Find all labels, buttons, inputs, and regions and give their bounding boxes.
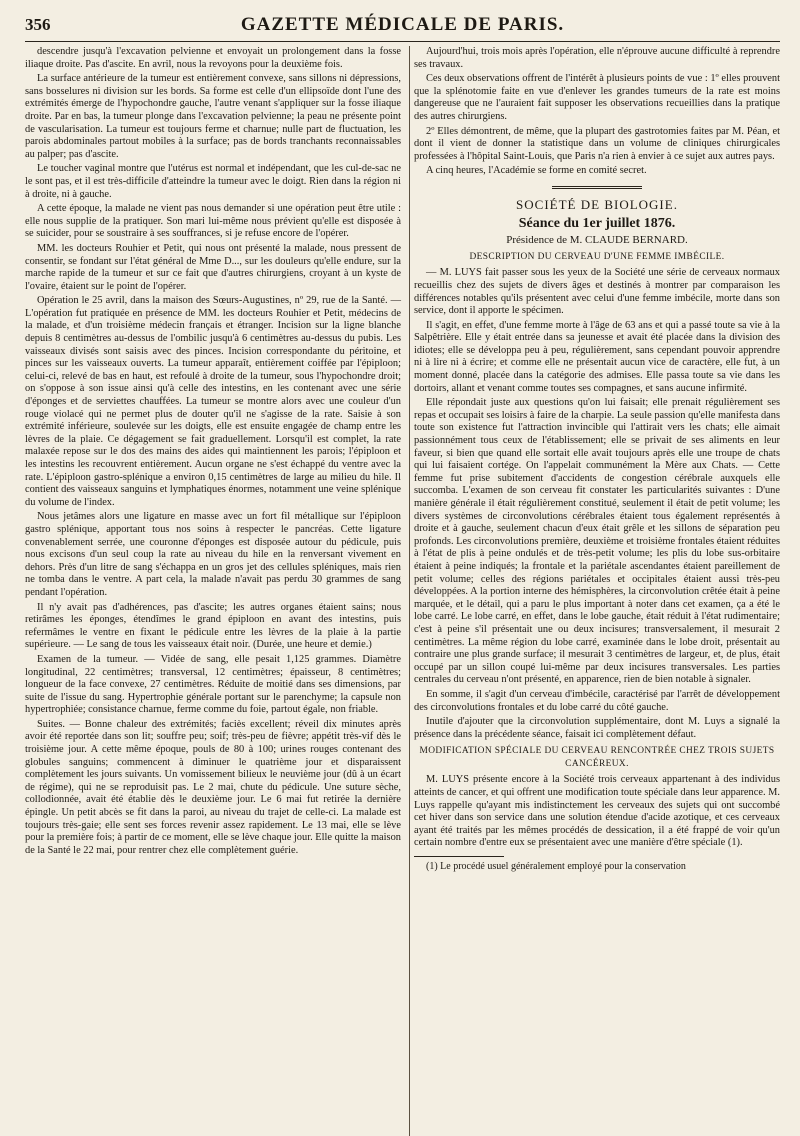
paragraph: — M. LUYS fait passer sous les yeux de la Société une série de cerveaux normaux recueillis chez des sujets de divers âges et destinés à montrer par comparaison les différences notables qu'ils présentent avec celui d'une femme imbécile, morte dans son service, dont il apporte le spécimen. (414, 267, 780, 317)
paragraph: Opération le 25 avril, dans la maison des Sœurs-Augustines, nº 29, rue de la Santé. — L'opération fut pratiquée en présence de MM. les docteurs Rouhier et Petit, médecins de la malade, et d'un troisième médecin français et étranger. Incision sur la ligne blanche depuis 8 centimètres au-dessus de l'ombilic jusqu'à 6 centimètres au-dessus du pubis. Les vaisseaux divisés sont saisis avec des pinces. Incision correspondante du péritoine, et pinces sur les vaisseaux ouverts. La tumeur apparaît, entièrement coiffée par l'épiploon; celui-ci, relevé de bas en haut, est refoulé à droite de la tumeur, sous l'hypochondre droit; on s'oppose à son issue ainsi qu'à celle des intestins, en les contenant avec une série d'éponges et de serviettes chauffées. La tumeur se montre alors avec une couleur d'un rouge violacé qui ne permet plus de douter qu'il ne s'agisse de la rate. Saisie à son extrémité inférieure, soulevée sur les doigts, elle est ensuite engagée de champ entre les lèvres de la plaie. Ce dégagement se fait graduellement. Lorsqu'il est complet, la rate malaxée repose sur le dos des mains des aides qui maintiennent les parois; l'épiploon et les intestins les recouvrent entièrement. Aucun organe ne s'est échappé du ventre avec la rate. L'épiploon gastro-splénique a environ 0,15 centimètres de large au milieu du hile. Il contient des vaisseaux sanguins et lymphatiques énormes, notamment une veine splénique du volume de l'index. (25, 295, 401, 508)
journal-title: GAZETTE MÉDICALE DE PARIS. (240, 14, 565, 35)
paragraph: M. LUYS présente encore à la Société trois cerveaux appartenant à des individus atteints de cancer, et qui offrent une modification toute spéciale dans leur apparence. M. Luys rappelle qu'ayant mis indistinctement les cerveaux des sujets qui ont succombé cet hiver dans son service dans une solution étendue d'acide azotique, et ces cerveaux ayant été traités par les mêmes procédés de dessication, il a été frappé de voir qu'un certain nombre d'entre eux se présentaient avec une manière d'être spéciale (1). (414, 774, 780, 849)
page-number: 356 (25, 15, 51, 34)
right-column (410, 46, 780, 1136)
footnote: (1) Le procédé usuel généralement employé pour la conservation (426, 861, 686, 873)
paragraph: Examen de la tumeur. — Vidée de sang, elle pesait 1,125 grammes. Diamètre longitudinal, 22 centimètres; transversal, 12 centimètres; épaisseur, 8 centimètres; longueur de la face convexe, 27 centimètres. Réduite de moitié dans ses dimensions, par suite de l'issue du sang. Hypertrophie générale portant sur le parenchyme; la capsule non hypertrophiée; consistance charnue, ferme comme du foie, partout égale, non friable. (25, 653, 401, 716)
presidence-line: Présidence de M. CLAUDE BERNARD. (506, 234, 688, 247)
left-column (25, 46, 410, 1136)
paragraph: descendre jusqu'à l'excavation pelvienne et envoyait un prolongement dans la fosse iliaque droite. Pas d'ascite. En avril, nous la revoyons pour la deuxième fois. (25, 46, 401, 70)
article-columns (25, 46, 780, 1136)
section-divider (552, 186, 642, 191)
paragraph: Suites. — Bonne chaleur des extrémités; faciès excellent; réveil dix minutes après avoir été reportée dans son lit; souffre peu; soif; très-peu de fièvre; appétit très-vif dès le troisième jour. A cette même époque, pouls de 80 à 100; urines rouges contenant des globules sanguins; commencent à diminuer le quatrième jour et disparaissent complètement les jours suivants. Un vomissement bilieux le neuvième jour (dû à un écart de régime), qui ne se reproduisit pas. Le 2 mai, chute du pédicule. Une suture sèche, collodionnée, avait été établie dès le deuxième jour. Le 6 mai fut retirée la dernière épingle. Un petit abcès se fit dans la paroi, au niveau du trajet de celle-ci. La malade est toujours très-gaie; elle sent ses forces revenir assez rapidement. Le 13 mai, elle se lève pour la première fois; à partir de ce moment, elle se lève chaque jour. Elle quitte la maison de la Santé le 22 mai, pour rentrer chez elle complètement guérie. (25, 718, 401, 856)
paragraph: 2º Elles démontrent, de même, que la plupart des gastrotomies faites par M. Péan, et dont il vient de donner la statistique dans un volume de cliniques chirurgicales professées à l'hôpital Saint-Louis, que Paris n'a rien à envier à ce sujet aux autres pays. (414, 125, 780, 162)
paragraph: Le toucher vaginal montre que l'utérus est normal et indépendant, que les cul-de-sac ne le sont pas, et il est très-difficile d'atteindre la tumeur avec le doigt. Rien dans la région ni à droite, ni à gauche. (25, 163, 401, 200)
society-heading: SOCIÉTÉ DE BIOLOGIE. (516, 196, 678, 212)
page-header (25, 14, 780, 42)
footnote-divider (414, 856, 504, 857)
paragraph: MM. les docteurs Rouhier et Petit, qui nous ont présenté la malade, nous pressent de consentir, se fondant sur l'état général de Mme D..., sur les douleurs qu'elle endure, sur la marche rapide de la tumeur et sur ce fait que d'autres chirurgiens, croyant à un kyste de l'ovaire, étaient sur le point de l'opérer. (25, 242, 401, 292)
session-date: Séance du 1er juillet 1876. (518, 215, 676, 231)
paragraph: A cette époque, la malade ne vient pas nous demander si une opération peut être utile : elle nous supplie de la pratiquer. Son mari lui-même nous prévient qu'elle est disposée à se suicider, pour se soustraire à ses souffrances, si je refuse encore de l'opérer. (25, 203, 401, 240)
paragraph: Il n'y avait pas d'adhérences, pas d'ascite; les autres organes étaient sains; nous retirâmes les éponges, étendîmes le grand épiploon en avant des intestins, puis refermâmes le ventre en fixant le pédicule entre les lèvres de la plaie à la partie supérieure. — Le sang de tous les vaisseaux était noir. (Durée, une heure et demie.) (25, 601, 401, 651)
paragraph: Aujourd'hui, trois mois après l'opération, elle n'éprouve aucune difficulté à reprendre ses travaux. (414, 46, 780, 70)
paragraph: En somme, il s'agit d'un cerveau d'imbécile, caractérisé par l'arrêt de développement des circonvolutions frontales et du lobe carré du côté gauche. (414, 688, 780, 713)
subheading-cancer-brains: MODIFICATION SPÉCIALE DU CERVEAU RENCONTRÉE CHEZ TROIS SUJETS CANCÉREUX. (419, 746, 775, 769)
paragraph: Inutile d'ajouter que la circonvolution supplémentaire, dont M. Luys a signalé la présence dans la précédente séance, faisait ici complètement défaut. (414, 716, 780, 740)
paragraph: A cinq heures, l'Académie se forme en comité secret. (426, 165, 647, 177)
paragraph: Nous jetâmes alors une ligature en masse avec un fort fil métallique sur l'épiploon gastro splénique, apportant tous nos soins à respecter le pancréas. Cette ligature convenablement serrée, une couronne d'éponges est disposée autour du pédicule, puis nous excisons d'un seul coup la rate au niveau du hile en la renversant vivement en dehors. Près d'un litre de sang s'échappa en un gros jet des cellules spléniques, mais rien ne tomba dans le ventre. A part cela, la malade n'avait pas perdu 30 grammes de sang pendant l'opération. (25, 511, 401, 598)
paragraph: Il s'agit, en effet, d'une femme morte à l'âge de 63 ans et qui a passé toute sa vie à la Salpêtrière. Elle y était entrée dans sa jeunesse et avait été placée dans la division des idiotes; elle se développa peu à peu, régulièrement, sans cependant pouvoir apprendre ni à lire ni à écrire; et comme elle ne présentait aucun vice de caractère, elle fut, à un moment donné, placée dans la catégorie des admises. Elle passa toute sa vie dans les dortoirs, allant et venant comme toutes ses compagnes, et sans aucune infirmité. (414, 319, 780, 394)
paragraph: Elle répondait juste aux questions qu'on lui faisait; elle prenait régulièrement ses repas et occupait ses loisirs à faire de la charpie. La seule passion qu'elle manifesta dans toute son existence fut l'attraction invincible qui l'attirait vers les chats; elle aimait passionnément tous ceux de l'établissement; elle se privait de ses aliments en leur faveur, si bien que quand elle sortait elle avait toujours après elle une troupe de chats qui lui faisaient cortége. On l'appelait communément la Mère aux Chats. — Cette femme fut prise subitement d'accidents de congestion cérébrale auxquels elle succomba. L'examen de son cerveau fit constater les particularités suivantes : D'une manière générale il était régulièrement constitué, seulement il était de petit volume; les divers systèmes de circonvolutions cérébrales étaient tous également représentés à droite et à gauche, seulement chacun d'eux était grêle et les sillons de séparation peu profonds. Les circonvolutions première, deuxième et troisième frontales étaient réduites à l'état de plis à peine ondulés et de très-petit volume; les plis du lobe sus-orbitaire étaient à peine indiqués; la frontale et la pariétale ascendantes étaient pareillement de petit volume; celles des régions pariétales et occipitales étaient aussi très-peu développées. A la portion interne des hémisphères, la circonvolution crêtée était à peine marquée, et le détail, qui a paru le plus important à noter dans cet examen, ça a été le lobe carré. Le lobe carré, en effet, dans le lobe gauche, était réduit à l'état rudimentaire; c'est à peine s'il présentait une ou deux incisures; transversalement, il mesurait 2 centimètres. La même région du lobe carré, examinée dans le lobe droit, présentait au contraire une plus grande surface; il mesurait 3 centimètres de largeur, et, de plus, était occupé par un sillon coupé lui-même par deux incisures transversales. Les parties centrales du cerveau n'ont présenté, en apparence, rien de bien notable à signaler. (414, 397, 780, 686)
paragraph: La surface antérieure de la tumeur est entièrement convexe, sans sillons ni dépressions, sans bosselures ni division sur les bords. Sa forme est celle d'un ellipsoïde dont l'une des extrémités émerge de l'hypochondre gauche, l'autre venant s'appliquer sur la fosse iliaque droite. Par en bas, la tumeur plonge dans l'excavation pelvienne; la peau ne présente point de vascularisation. La tumeur est toujours ferme et charnue; nulle part de fluctuation, les parois abdominales partout mobiles à la surface; pas de bords tranchants reconnaissables au palper; pas d'ascite. (25, 73, 401, 160)
paragraph: Ces deux observations offrent de l'intérêt à plusieurs points de vue : 1º elles prouvent que la splénotomie faite en vue d'enlever les grandes tumeurs de la rate est moins dangereuse que ne l'auraient fait supposer les observations recueillies dans la pratique des autres chirurgiens. (414, 73, 780, 122)
subheading-brain-description: DESCRIPTION DU CERVEAU D'UNE FEMME IMBÉCILE. (469, 251, 725, 262)
